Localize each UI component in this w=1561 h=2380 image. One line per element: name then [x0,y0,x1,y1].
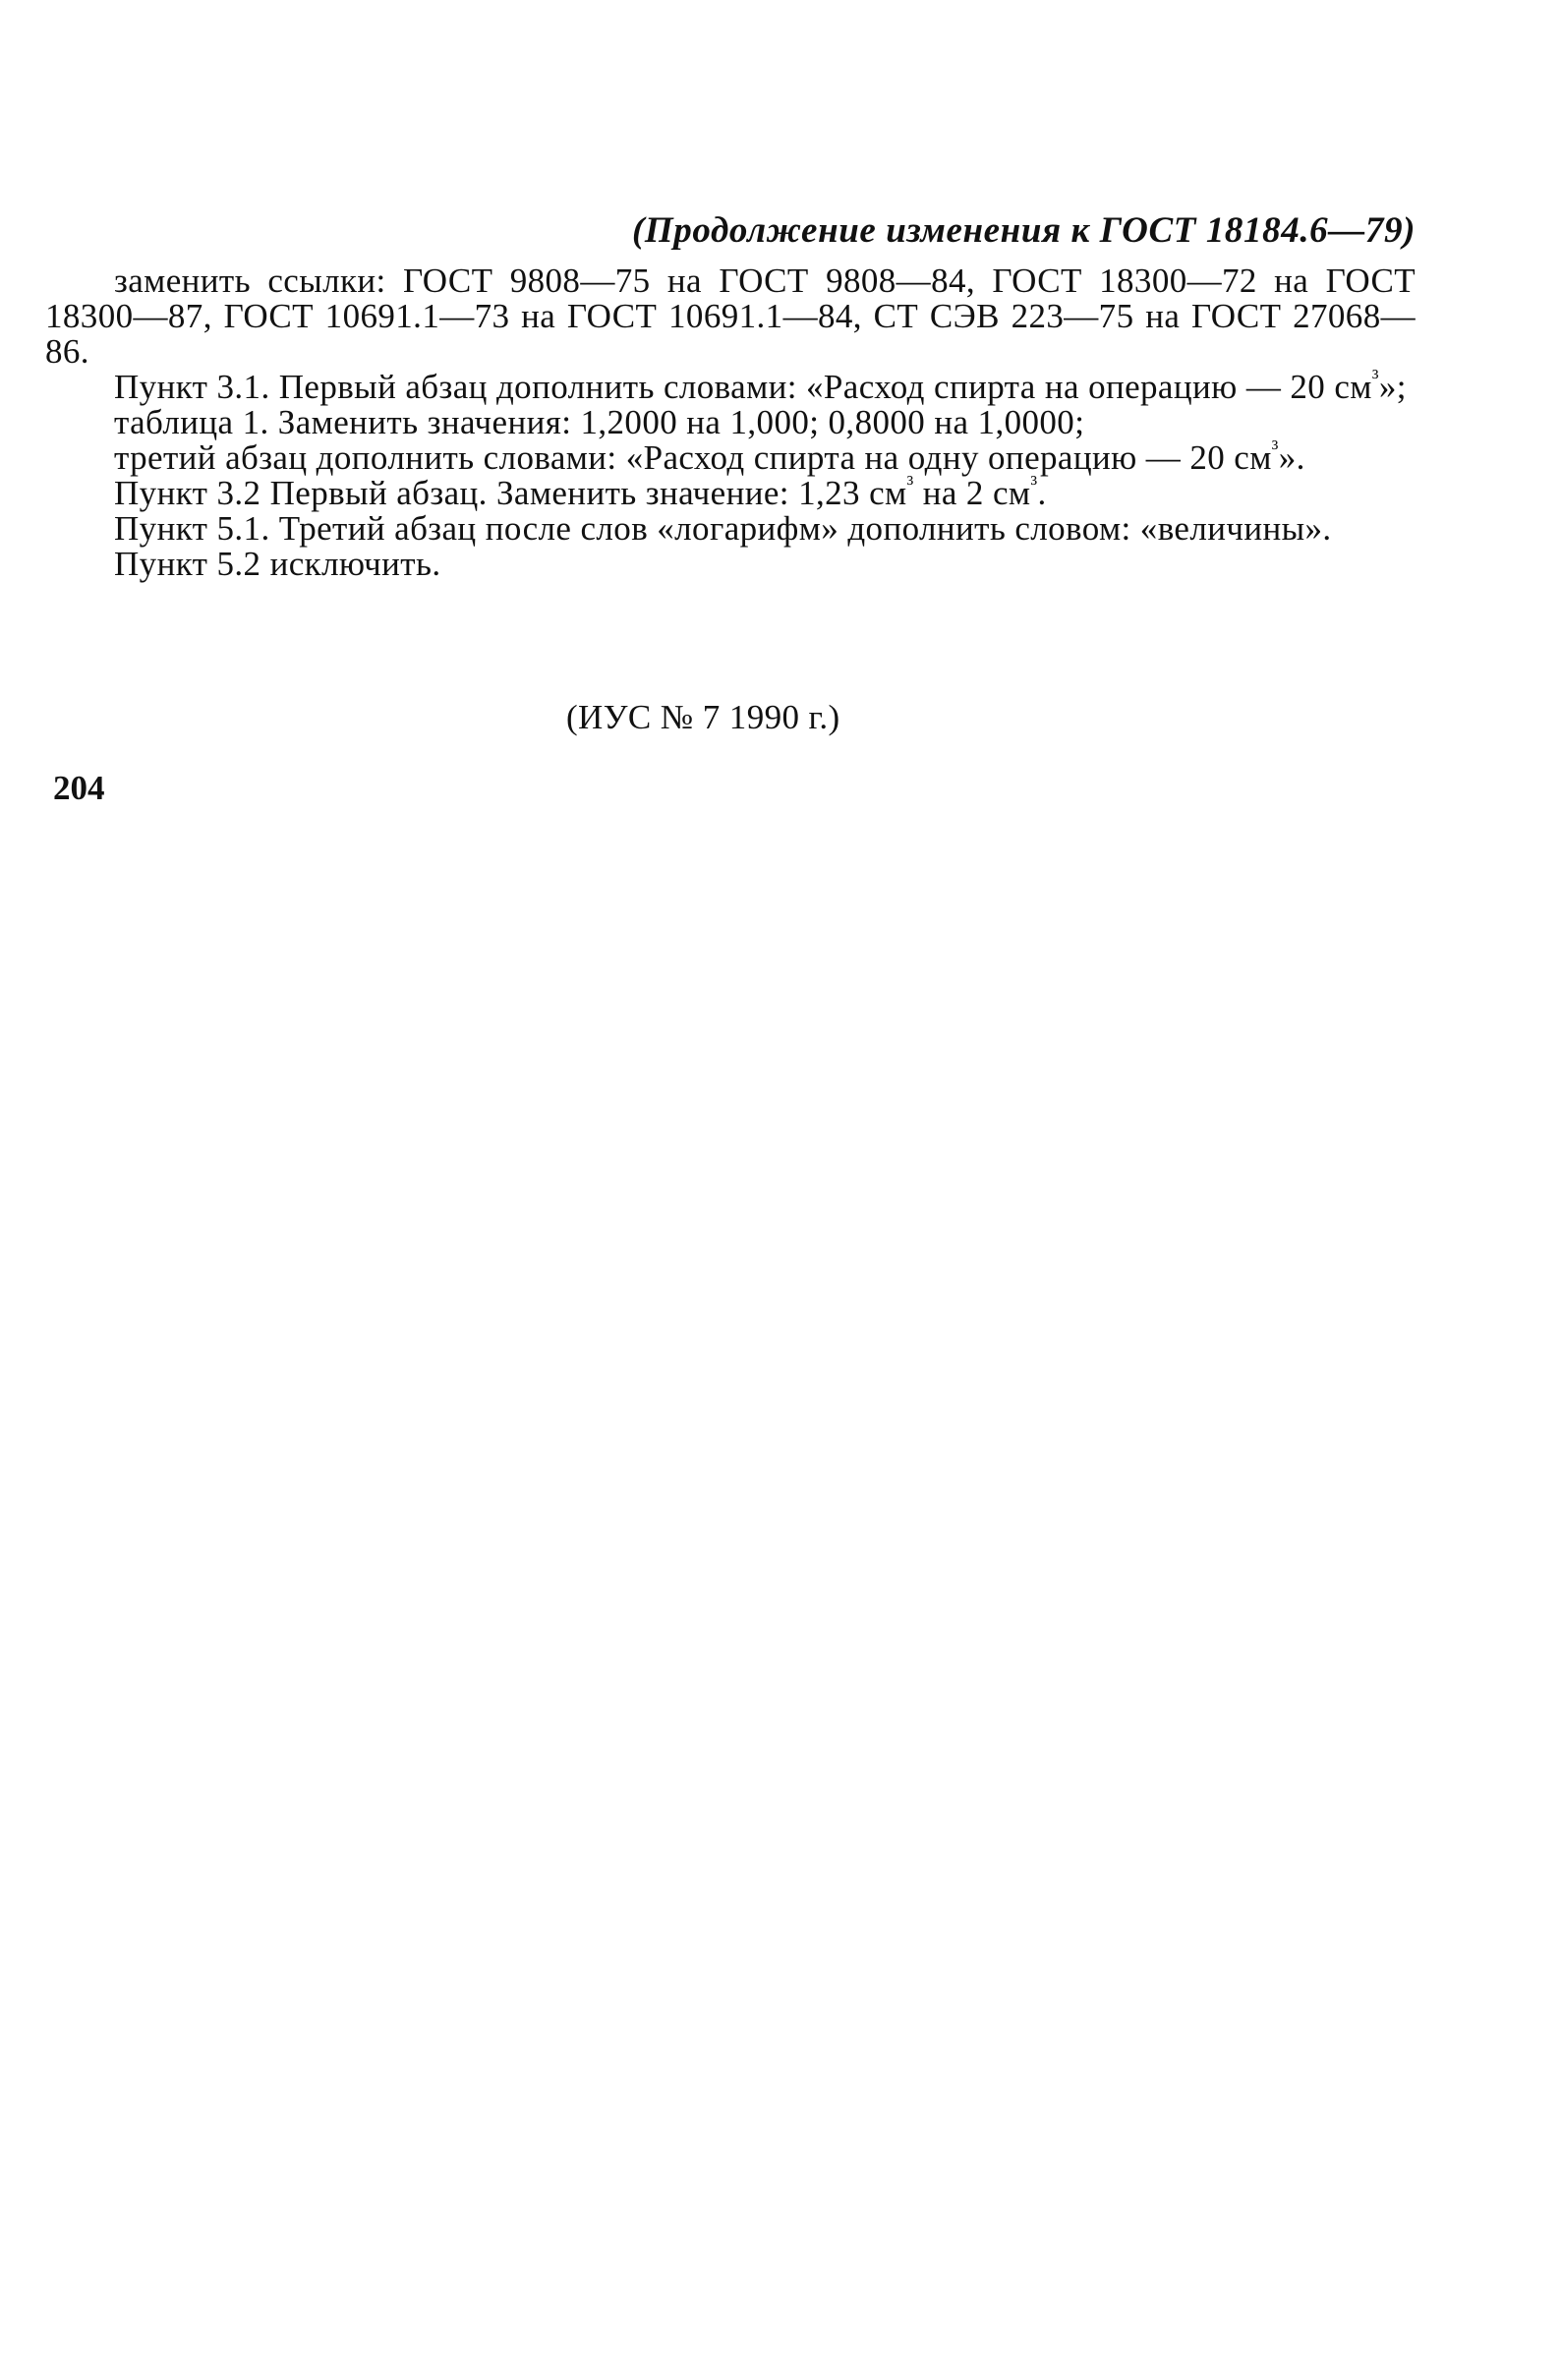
document-header: (Продолжение изменения к ГОСТ 18184.6—79) [631,210,1416,251]
paragraph-item-3-2 [45,471,1416,512]
paragraph-item-3-2-middle: на 2 см [913,474,1031,512]
superscript-3: ³ [1030,471,1038,495]
paragraph-item-5-2: Пункт 5.2 исключить. [114,545,441,583]
paragraph-item-3-1 [45,365,1416,406]
paragraph-item-3-1-text: Пункт 3.1. Первый абзац дополнить словами: «Расход спирта на операцию — 20 см [114,368,1372,406]
superscript-3: ³ [906,471,914,495]
paragraph-item-5-1: Пункт 5.1. Третий абзац после слов «логарифм» дополнить словом: «величины». [114,509,1332,548]
publication-source: (ИУС № 7 1990 г.) [566,698,840,736]
paragraph-item-3-2-end: . [1037,474,1047,512]
paragraph-third-abzats [45,435,1416,477]
paragraph-item-3-2-text: Пункт 3.2 Первый абзац. Заменить значение: 1,23 см [114,474,907,512]
closing-quote: »; [1378,368,1407,406]
paragraph-table-1: таблица 1. Заменить значения: 1,2000 на 1,000; 0,8000 на 1,0000; [114,403,1085,441]
paragraph-references: заменить ссылки: ГОСТ 9808—75 на ГОСТ 9808—84, ГОСТ 18300—72 на ГОСТ 18300—87, ГОСТ 10691.1—73 на ГОСТ 10691.1—84, СТ СЭВ 223—75 на ГОСТ 27068—86. [45,261,1416,371]
superscript-3: ³ [1371,365,1379,389]
superscript-3: ³ [1271,435,1279,460]
closing-quote: ». [1278,438,1305,477]
page-number: 204 [53,769,105,807]
amendment-text [45,263,1416,582]
paragraph-third-abzats-text: третий абзац дополнить словами: «Расход спирта на одну операцию — 20 см [114,438,1272,477]
